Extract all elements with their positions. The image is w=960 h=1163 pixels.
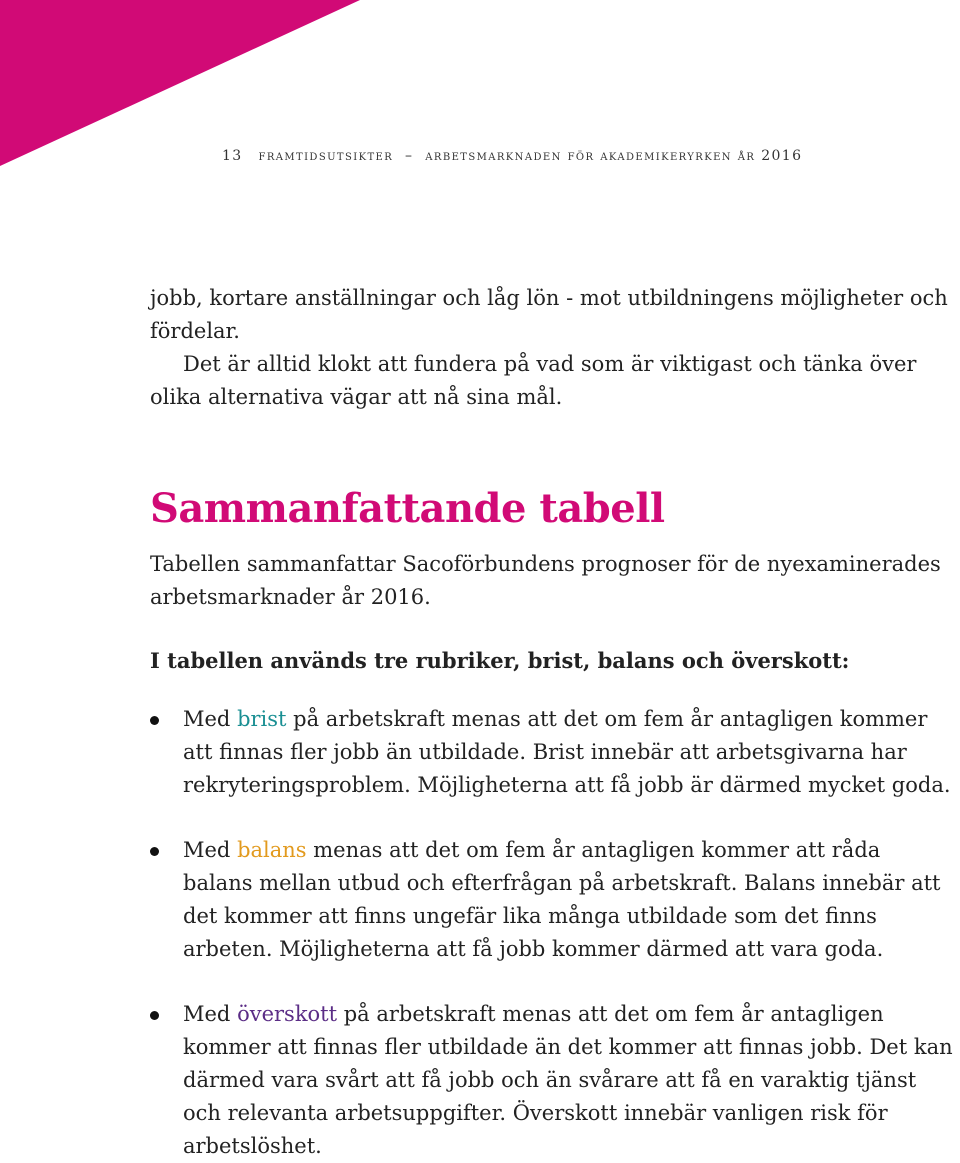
header-title-left: framtidsutsikter: [258, 148, 394, 164]
definition-text: på arbetskraft menas att det om fem år antagligen kommer att finnas fler utbildade än det kommer att finnas jobb. Det kan därmed vara svårt att få jobb och än svårare att få en varaktig tjänst och relevanta arbetsuppgifter. Överskott innebär vanligen risk för arbetslöshet.: [183, 1002, 953, 1158]
section-summary: Tabellen sammanfattar Sacoförbundens prognoser för de nyexaminerades arbetsmarknader år 2016.: [150, 552, 941, 609]
definition-list: [150, 703, 955, 1163]
section-title: Sammanfattande tabell: [150, 485, 665, 532]
corner-decoration: [0, 0, 360, 170]
bullet-icon: [150, 716, 159, 725]
running-header: [222, 148, 802, 164]
term-overskott: överskott: [237, 1002, 338, 1026]
intro-paragraph: Det är alltid klokt att fundera på vad som är viktigast och tänka över olika alternativa vägar att nå sina mål.: [150, 352, 917, 409]
term-brist: brist: [237, 707, 287, 731]
main-content: [150, 282, 955, 1163]
header-separator: –: [405, 148, 414, 164]
definition-balans: [150, 834, 955, 966]
header-title-right: arbetsmarknaden för akademikeryrken år 2016: [425, 148, 803, 164]
bullet-icon: [150, 1011, 159, 1020]
definition-brist: [150, 703, 955, 802]
definition-text: på arbetskraft menas att det om fem år antagligen kommer att finnas fler jobb än utbildade. Brist innebär att arbetsgivarna har rekryteringsproblem. Möjligheterna att få jobb är därmed mycket goda.: [183, 707, 951, 797]
intro-continuation: jobb, kortare anställningar och låg lön - mot utbildningens möjligheter och fördelar.: [150, 286, 948, 343]
term-balans: balans: [237, 838, 307, 862]
definition-prefix: Med: [183, 1002, 238, 1026]
page-number: 13: [222, 148, 243, 164]
bullet-icon: [150, 847, 159, 856]
rubrics-intro: I tabellen används tre rubriker, brist, balans och överskott:: [150, 648, 850, 673]
magenta-triangle: [0, 0, 360, 166]
definition-overskott: [150, 998, 955, 1163]
definition-text: menas att det om fem år antagligen kommer att råda balans mellan utbud och efterfrågan på arbetskraft. Balans innebär att det kommer att finns ungefär lika många utbildade som det finns arbeten. Möjligheterna att få jobb kommer därmed att vara goda.: [183, 838, 941, 961]
definition-prefix: Med: [183, 707, 238, 731]
definition-prefix: Med: [183, 838, 238, 862]
